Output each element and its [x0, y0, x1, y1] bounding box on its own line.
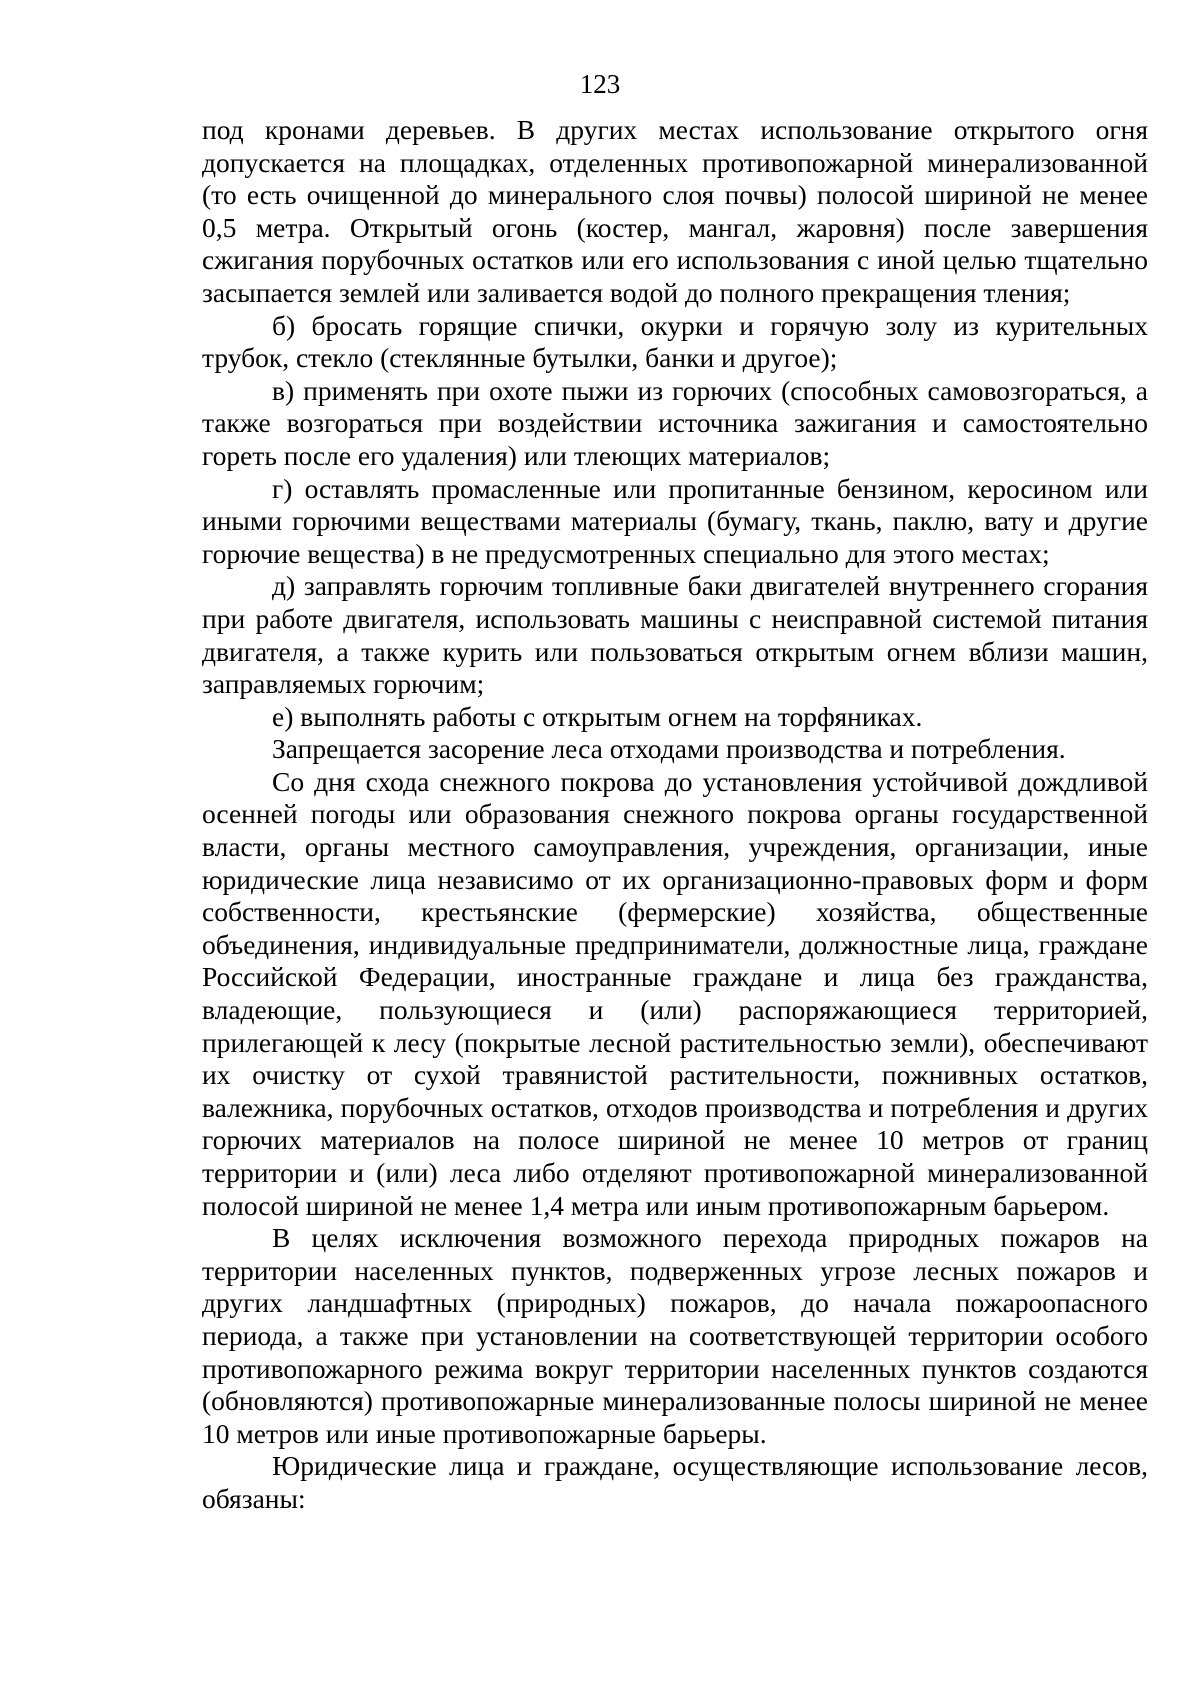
paragraph-item-d: д) заправлять горючим топливные баки двигателей внутреннего сгорания при работе двигателя, использовать машины с неисправной системой питания двигателя, а также курить или пользоваться открытым огнем вблизи машин, заправляемых горючим; [202, 570, 1148, 700]
paragraph-settlement-protection: В целях исключения возможного перехода природных пожаров на территории населенных пунктов, подверженных угрозе лесных пожаров и других ландшафтных (природных) пожаров, до начала пожароопасного периода, а также при установлении на соответствующей территории особого противопожарного режима вокруг территории населенных пунктов создаются (обновляются) противопожарные минерализованные полосы шириной не менее 10 метров или иные противопожарные барьеры. [202, 1222, 1148, 1449]
document-body [202, 114, 1148, 1516]
paragraph-cleanup-obligation: Со дня схода снежного покрова до установления устойчивой дождливой осенней погоды или образования снежного покрова органы государственной власти, органы местного самоуправления, учреждения, организации, иные юридические лица независимо от их организационно-правовых форм и форм собственности, крестьянские (фермерские) хозяйства, общественные объединения, индивидуальные предприниматели, должностные лица, граждане Российской Федерации, иностранные граждане и лица без гражданства, владеющие, пользующиеся и (или) распоряжающиеся территорией, прилегающей к лесу (покрытые лесной растительностью земли), обеспечивают их очистку от сухой травянистой растительности, пожнивных остатков, валежника, порубочных остатков, отходов производства и потребления и других горючих материалов на полосе шириной не менее 10 метров от границ территории и (или) леса либо отделяют противопожарной минерализованной полосой шириной не менее 1,4 метра или иным противопожарным барьером. [202, 765, 1148, 1221]
paragraph-item-b: б) бросать горящие спички, окурки и горячую золу из курительных трубок, стекло (стеклянные бутылки, банки и другое); [202, 309, 1148, 374]
paragraph-item-g: г) оставлять промасленные или пропитанные бензином, керосином или иными горючими веществами материалы (бумагу, ткань, паклю, вату и другие горючие вещества) в не предусмотренных специально для этого местах; [202, 472, 1148, 569]
paragraph-item-v: в) применять при охоте пыжи из горючих (способных самовозгораться, а также возгораться при воздействии источника зажигания и самостоятельно гореть после его удаления) или тлеющих материалов; [202, 374, 1148, 471]
paragraph-littering-prohibition: Запрещается засорение леса отходами производства и потребления. [272, 733, 1066, 765]
paragraph-forest-users-obligations: Юридические лица и граждане, осуществляющие использование лесов, обязаны: [202, 1450, 1148, 1514]
paragraph-item-e: е) выполнять работы с открытым огнем на торфяниках. [272, 700, 923, 732]
page-number: 123 [579, 69, 621, 99]
paragraph-continuation: под кронами деревьев. В других местах использование открытого огня допускается на площадках, отделенных противопожарной минерализованной (то есть очищенной до минерального слоя почвы) полосой шириной не менее 0,5 метра. Открытый огонь (костер, мангал, жаровня) после завершения сжигания порубочных остатков или его использования с иной целью тщательно засыпается землей или заливается водой до полного прекращения тления; [202, 114, 1148, 308]
